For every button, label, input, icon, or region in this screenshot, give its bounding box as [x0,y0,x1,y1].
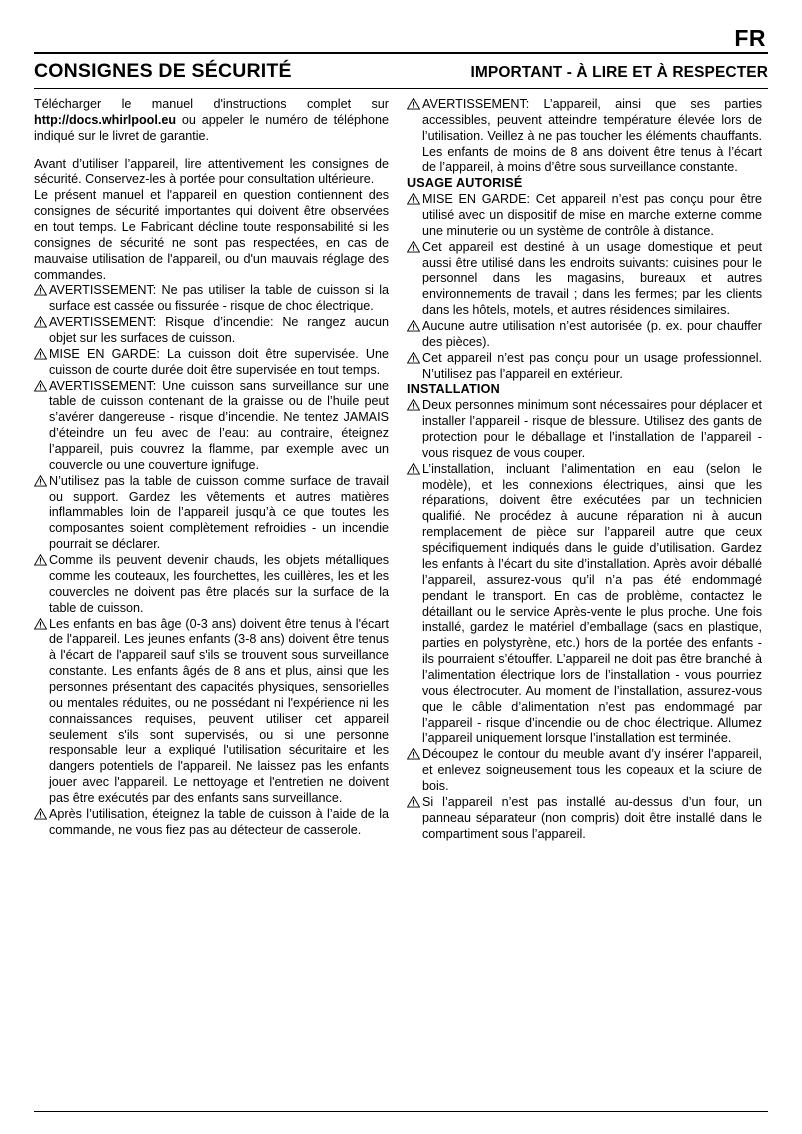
intro-text-b: ou appeler le numéro de téléphone indiqué sur le livret de garantie. [34,112,389,143]
warning-fire-risk-text: AVERTISSEMENT: Risque d’incendie: Ne rangez aucun objet sur les surfaces de cuisson. [49,315,389,346]
warning-triangle-icon [34,380,47,392]
docs-url[interactable]: http://docs.whirlpool.eu [34,112,177,127]
left-column [34,97,389,842]
warning-cut-worktop [407,747,762,795]
note-not-professional-text: Cet appareil n’est pas conçu pour un usage professionnel. N’utilisez pas l’appareil en extérieur. [422,350,762,381]
warning-children [34,617,389,807]
warning-metal-objects-text: Comme ils peuvent devenir chauds, les objets métalliques comme les couteaux, les fourchettes, les cuillères, les et les couvercles ne doivent pas être placés sur la surface de la table de cuisson. [49,553,389,615]
warning-triangle-icon [407,463,420,475]
warning-broken-surface-text: AVERTISSEMENT: Ne pas utiliser la table de cuisson si la surface est cassée ou fissurée - risque de choc électrique. [49,283,389,314]
warning-triangle-icon [34,618,47,630]
section-heading-installation: INSTALLATION [407,382,500,397]
caution-external-timer-text: MISE EN GARDE: Cet appareil n’est pas conçu pour être utilisé avec un dispositif de mise en marche externe comme une minuterie ou un système de contrôle à distance. [422,192,762,238]
language-code: FR [734,25,766,51]
warning-children-text: Les enfants en bas âge (0-3 ans) doivent être tenus à l'écart de l'appareil. Les jeunes enfants (3-8 ans) doivent être tenus à l'écart de l'appareil sauf s'ils se trouvent sous surveillance constante. Les enfants âgés de 8 ans et plus, ainsi que les personnes présentant des capacités physiques, sensorielles ou mentales réduites, ou ne possédant ni l'expérience ni les connaissances requises, peuvent utiliser cet appareil seulement s'ils sont supervisés, ou si une personne responsable leur a expliqué l'utilisation sécuritaire et les dangers potentiels de l'appareil. Ne laissez pas les enfants jouer avec l'appareil. Le nettoyage et l'entretien ne doivent pas être exécutés par des enfants sans surveillance. [49,616,389,805]
paragraph-manual-importance: Le présent manuel et l'appareil en question contiennent des consignes de sécurité importantes qui doivent être observées en tout temps. Le Fabricant décline toute responsabilité si les consignes de sécurité ne sont pas respectées, en cas de mauvaise utilisation de l'appareil, ou d'un mauvais réglage des commandes. [34,188,389,282]
section-heading-permitted-use: USAGE AUTORISÉ [407,176,523,191]
warning-separator-panel [407,795,762,843]
page-subtitle: IMPORTANT - À LIRE ET À RESPECTER [470,64,768,81]
intro-paragraph [34,97,389,145]
warning-triangle-icon [407,748,420,760]
intro-text-a: Télécharger le manuel d'instructions complet sur [34,97,389,111]
warning-no-worktop-use-text: N’utilisez pas la table de cuisson comme surface de travail ou support. Gardez les vêtements et autres matières inflammables loin de l’appareil jusqu’à ce que toutes les composantes soient complètement refroidies - un incendie pourrait se déclarer. [49,473,389,552]
warning-switch-off-after-use [34,807,389,839]
warning-triangle-icon [407,193,420,205]
caution-external-timer [407,192,762,240]
warning-triangle-icon [407,320,420,332]
footer-rule [34,1111,768,1112]
warning-unattended-cooking-text: AVERTISSEMENT: Une cuisson sans surveillance sur une table de cuisson contenant de la graisse ou de l’huile peut s’avérer dangereuse - risque d’incendie. Ne tentez JAMAIS d’éteindre un feu avec de l’eau: au contraire, éteignez l’appareil, puis couvrez la flamme, par exemple avec un couvercle ou une couverture ignifuge. [49,378,389,472]
warning-triangle-icon [34,475,47,487]
right-column [407,97,762,842]
header-bottom-rule [34,88,768,89]
warning-triangle-icon [407,399,420,411]
warning-switch-off-after-use-text: Après l’utilisation, éteignez la table de cuisson à l’aide de la commande, ne vous fiez pas au détecteur de casserole. [49,806,389,837]
spacer [34,145,389,157]
warning-hot-parts [407,97,762,176]
warning-two-persons [407,398,762,461]
caution-supervision [34,347,389,379]
warning-triangle-icon [407,352,420,364]
warning-qualified-technician [407,462,762,747]
paragraph-read-instructions: Avant d’utiliser l’appareil, lire attentivement les consignes de sécurité. Conservez-les à portée pour consultation ultérieure. [34,156,389,187]
note-domestic-use-text: Cet appareil est destiné à un usage domestique et peut aussi être utilisé dans les endroits suivants: cuisines pour le personnel dans les magasins, bureaux et autres environnements de travail ; dans les fermes; par les clients dans les hôtels, motels, et autres résidences similaires. [422,239,762,318]
warning-broken-surface [34,283,389,315]
warning-separator-panel-text: Si l’appareil n’est pas installé au-dessus d’un four, un panneau séparateur (non compris) doit être installé dans le compartiment sous l’appareil. [422,794,762,841]
warning-triangle-icon [34,808,47,820]
note-domestic-use [407,240,762,319]
warning-triangle-icon [34,284,47,296]
warning-cut-worktop-text: Découpez le contour du meuble avant d’y insérer l’appareil, et enlevez soigneusement tous les copeaux et la sciure de bois. [422,747,762,793]
warning-triangle-icon [407,796,420,808]
warning-unattended-cooking [34,379,389,474]
caution-supervision-text: MISE EN GARDE: La cuisson doit être supervisée. Une cuisson de courte durée doit être supervisée en tout temps. [49,346,389,377]
note-not-professional [407,351,762,383]
language-row [34,22,768,50]
warning-hot-parts-text: AVERTISSEMENT: L’appareil, ainsi que ses parties accessibles, peuvent atteindre température élevée lors de l’utilisation. Veillez à ne pas toucher les éléments chauffants. Les enfants de moins de 8 ans doivent être tenus à l’écart de l’appareil, à moins d’être sous surveillance constante. [422,97,762,175]
page-title: CONSIGNES DE SÉCURITÉ [34,60,292,82]
body-columns [34,97,768,842]
warning-two-persons-text: Deux personnes minimum sont nécessaires pour déplacer et installer l’appareil - risque de blessure. Utilisez des gants de protection pour le déballage et l’installation de l’appareil - vous risquez de vous couper. [422,398,762,460]
warning-no-worktop-use [34,474,389,553]
warning-triangle-icon [34,348,47,360]
note-no-other-use-text: Aucune autre utilisation n’est autorisée (p. ex. pour chauffer des pièces). [422,319,762,349]
warning-fire-risk [34,315,389,347]
note-no-other-use [407,319,762,351]
warning-triangle-icon [407,98,420,110]
warning-triangle-icon [34,554,47,566]
warning-metal-objects [34,553,389,616]
warning-triangle-icon [34,316,47,328]
warning-qualified-technician-text: L’installation, incluant l’alimentation en eau (selon le modèle), et les connexions électriques, ainsi que les réparations, doivent être exécutées par un technicien qualifié. Ne procédez à aucune réparation ni à aucun remplacement de pièce sur l’appareil autre que ceux spécifiquement indiqués dans le guide d’utilisation. Gardez les enfants à l’écart du site d’installation. Après avoir déballé l’appareil, assurez-vous qu’il n’a pas été endommagé pendant le transport. En cas de problème, contactez le détaillant ou le service Après-vente le plus proche. Une fois installé, gardez le matériel d’emballage (sacs en plastique, parties en polystyrène, etc.) hors de la portée des enfants - ils pourraient s’étouffer. L’appareil ne doit pas être branché à l’alimentation électrique lors de l’installation - vous pourriez vous électrocuter. Au moment de l’installation, assurez-vous que le câble d’alimentation n’est pas endommagé par l’appareil - risque d’incendie ou de choc électrique. Allumez l’appareil uniquement lorsque l’installation est terminée. [422,461,762,746]
title-row [34,54,768,83]
warning-triangle-icon [407,241,420,253]
